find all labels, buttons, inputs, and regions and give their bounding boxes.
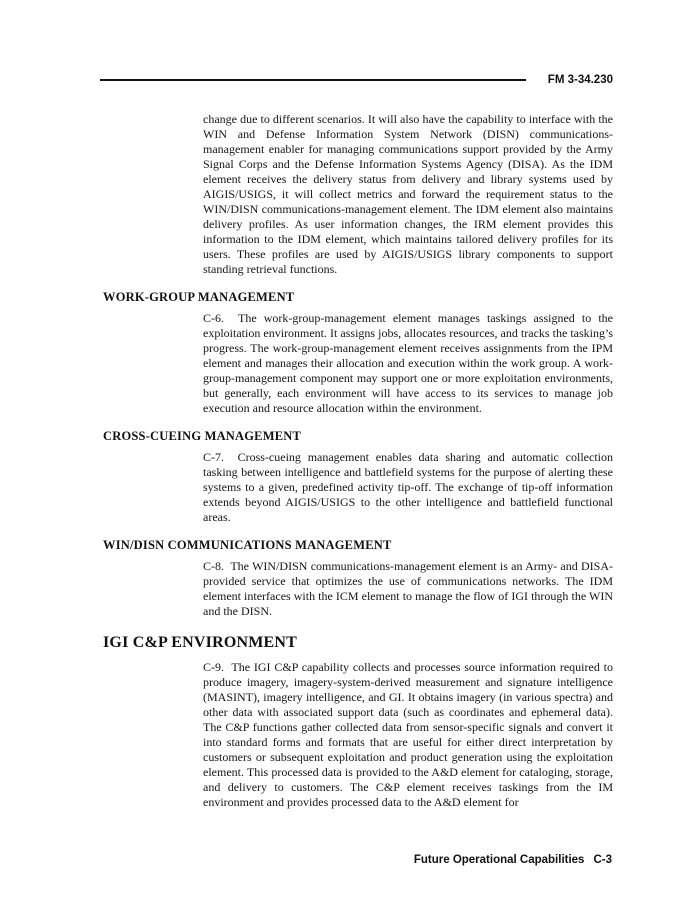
paragraph-c9: C-9. The IGI C&P capability collects and processes source information required to produce imagery, imagery-system-derived measurement and signature intelligence (MASINT), imagery intelligence, and GI. It obtains imagery (in various spectra) and other data with associated support data (such as coordinates and ephemeral data). The C&P functions gather collected data from sensor-specific signals and convert it into standard forms and formats that are useful for either direct interpretation by customers or subsequent exploitation and product generation using the exploitation element. This processed data is provided to the A&D element for cataloging, storage, and delivery to customers. The C&P element receives taskings from the IM environment and provides processed data to the A&D element for <box>203 660 613 809</box>
page-header <box>100 74 613 86</box>
section-heading-cross-cueing-management: CROSS-CUEING MANAGEMENT <box>103 429 302 443</box>
paragraph-c6: C-6. The work-group-management element manages taskings assigned to the exploitation environment. It assigns jobs, allocates resources, and tracks the tasking’s progress. The work-group-management element receives assignments from the IPM element and manages their allocation and execution within the work group. A work-group-management component may support one or more exploitation environments, but generally, each environment will have access to its services to manage job execution and resource allocation within the environment. <box>203 311 613 415</box>
paragraph-c7: C-7. Cross-cueing management enables data sharing and automatic collection tasking between intelligence and battlefield systems for the purpose of alerting these systems to a given, predefined activity tip-off. The exchange of tip-off information extends beyond AIGIS/USIGS to the other intelligence and battlefield functional areas. <box>203 450 613 524</box>
document-reference: FM 3-34.230 <box>547 74 613 86</box>
section-heading-igi-cp-environment: IGI C&P ENVIRONMENT <box>103 634 298 651</box>
section-heading-win-disn-communications-management: WIN/DISN COMMUNICATIONS MANAGEMENT <box>103 538 392 552</box>
footer-title: Future Operational Capabilities <box>413 854 585 866</box>
page-footer <box>414 854 612 866</box>
intro-paragraph: change due to different scenarios. It will also have the capability to interface with the WIN and Defense Information System Network (DISN) communications-management enabler for managing communications support provided by the Army Signal Corps and the Defense Information Systems Agency (DISA). As the IDM element receives the delivery status from delivery and library systems used by AIGIS/USIGS, it will collect metrics and forward the requirement status to the WIN/DISN communications-management element. The IDM element also maintains delivery profiles. As user information changes, the IRM element provides this information to the IDM element, which maintains tailored delivery profiles for its users. These profiles are used by AIGIS/USIGS library components to support standing retrieval functions. <box>203 112 613 276</box>
section-heading-work-group-management: WORK-GROUP MANAGEMENT <box>103 290 295 304</box>
page-body <box>103 112 613 810</box>
footer-page-number: C-3 <box>593 854 612 866</box>
paragraph-c8: C-8. The WIN/DISN communications-management element is an Army- and DISA-provided service that optimizes the use of communications networks. The IDM element interfaces with the ICM element to manage the flow of IGI through the WIN and the DISN. <box>203 559 613 618</box>
header-rule <box>100 79 526 81</box>
